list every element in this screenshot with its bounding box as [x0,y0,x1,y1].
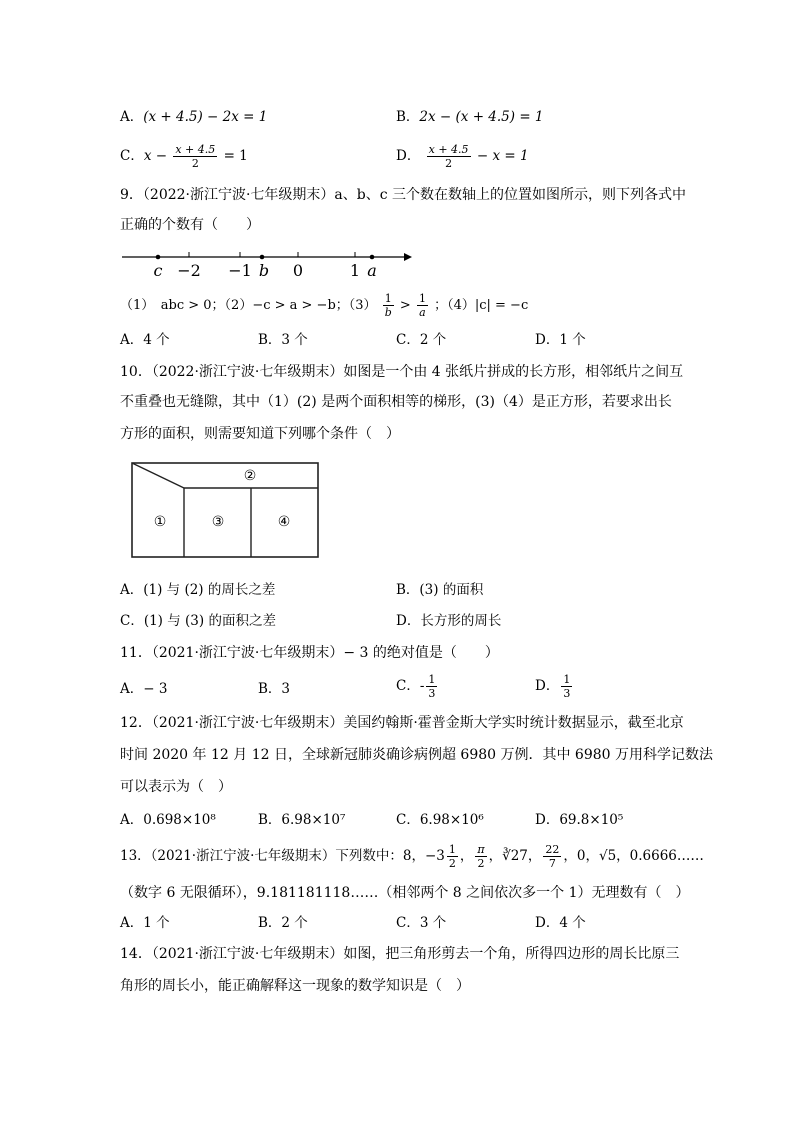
fraction [427,143,471,170]
trapezoid-divider [132,463,184,488]
point-c [156,255,161,260]
label-c: c [153,261,163,280]
q10-option-b[interactable]: B．(3) 的面积 [396,582,484,598]
q8-option-d[interactable] [396,143,529,170]
q12-stem-line3: 可以表示为（ ） [120,779,232,795]
q12-stem-line2: 时间 2020 年 12 月 12 日，全球新冠肺炎确诊病例超 6980 万例．其中 6980 万用科学记数法 [120,747,714,763]
equation-tail: = 1 [223,148,248,164]
fraction [426,673,437,700]
cube-root-term: ，∛27， [488,848,542,864]
rectangle-figure [130,461,322,559]
q10-stem-line2: 不重叠也无缝隙，其中（1）(2) 是两个面积相等的梯形，(3)（4）是正方形，若要求出长 [120,394,672,410]
denominator: 3 [428,687,436,700]
numerator: 1 [563,673,571,686]
q11-option-a[interactable]: A．− 3 [120,681,168,697]
label-minus-1: −1 [228,261,252,280]
fraction-1-over-a [417,292,428,319]
q12-stem-line1: 12．（2021·浙江宁波·七年级期末）美国约翰斯·霍普金斯大学实时统计数据显示，截至北京 [120,715,684,731]
equation-lead: x − [143,148,168,164]
piece-3-label: ③ [211,514,225,530]
q9-option-b[interactable]: B．3 个 [258,332,308,348]
numerator: 1 [418,292,426,305]
stem-end: ，0，√5，0.6666…… [563,848,704,864]
fraction-pi-over-2 [475,843,486,870]
fraction-22-over-7 [543,843,561,870]
equation: 2x − (x + 4.5) = 1 [419,109,544,125]
numerator: π [477,843,485,856]
separator: ， [459,848,474,864]
q13-option-b[interactable]: B．2 个 [258,915,308,931]
fraction [173,143,217,170]
q9-option-c[interactable]: C．2 个 [396,332,447,348]
option-letter: A． [120,109,144,125]
q8-option-c[interactable] [120,143,248,170]
q11-option-d[interactable] [535,673,574,700]
q9-stem-line2: 正确的个数有（ ） [120,217,260,233]
greater-than: > [399,298,411,313]
label-a: a [367,261,377,280]
denominator: a [419,306,426,319]
piece-1-label: ① [153,514,167,530]
numerator: 1 [428,673,436,686]
q10-stem-line3: 方形的面积，则需要知道下列哪个条件（ ） [120,426,400,442]
q9-stem-line1: 9．（2022·浙江宁波·七年级期末）a、b、c 三个数在数轴上的位置如图所示，则下列各式中 [120,187,687,203]
q8-option-b[interactable] [396,107,544,127]
numerator: 1 [383,292,394,306]
numerator: 22 [545,843,560,856]
q14-stem-line1: 14．（2021·浙江宁波·七年级期末）如图，把三角形剪去一个角，所得四边形的周长比原三 [120,946,680,962]
numerator: 1 [448,843,456,856]
piece-4-label: ④ [277,514,291,530]
q13-option-d[interactable]: D．4 个 [535,915,586,931]
q13-stem-line2: （数字 6 无限循环），9.181181118……（相邻两个 8 之间依次多一个 1）无理数有（ ） [120,885,690,901]
fraction [561,673,572,700]
denominator: 3 [563,687,571,700]
q10-stem-line1: 10．（2022·浙江宁波·七年级期末）如图是一个由 4 张纸片拼成的长方形，相邻纸片之间互 [120,364,684,380]
q12-option-a[interactable]: A．0.698×10⁸ [120,812,216,828]
arrow-head-icon [404,253,412,261]
equation: (x + 4.5) − 2x = 1 [143,109,268,125]
q11-option-c[interactable] [396,673,439,700]
fraction-1-over-b [383,292,394,319]
q10-option-d[interactable]: D．长方形的周长 [396,613,502,629]
denominator: 7 [548,857,556,870]
label-minus-2: −2 [177,261,201,280]
option-letter: D． [535,678,560,694]
q8-option-a[interactable] [120,107,267,127]
option-letter: B． [396,109,420,125]
denominator: 2 [448,857,456,870]
q11-option-b[interactable]: B．3 [258,681,291,697]
stem-start: 13．（2021·浙江宁波·七年级期末）下列数中：8，−3 [120,848,445,864]
denominator: 2 [477,857,485,870]
denominator: b [384,306,392,319]
q11-stem: 11．（2021·浙江宁波·七年级期末）− 3 的绝对值是（ ） [120,645,499,661]
label-b: b [258,261,270,280]
label-1: 1 [349,261,361,280]
option-letter: C． [120,148,144,164]
point-b [260,255,265,260]
q9-option-a[interactable]: A．4 个 [120,332,170,348]
q12-option-b[interactable]: B．6.98×10⁷ [258,812,346,828]
numerator: x + 4.5 [175,143,216,156]
q13-stem-line1 [120,843,704,870]
numerator: x + 4.5 [428,143,469,156]
q12-option-c[interactable]: C．6.98×10⁶ [396,812,484,828]
option-letter: D． [396,148,421,164]
q13-option-a[interactable]: A．1 个 [120,915,170,931]
q10-option-a[interactable]: A．(1) 与 (2) 的周长之差 [120,582,276,598]
q14-stem-line2: 角形的周长小，能正确解释这一现象的数学知识是（ ） [120,978,470,994]
option-letter: C．- [396,678,425,694]
statements-1-3: （1） abc > 0；（2）−c > a > −b；（3） [120,298,377,313]
equation-tail: − x = 1 [476,148,529,164]
q9-statements [120,292,528,319]
fraction-one-half [447,843,458,870]
q13-option-c[interactable]: C．3 个 [396,915,447,931]
denominator: 2 [191,157,199,170]
q9-option-d[interactable]: D．1 个 [535,332,586,348]
point-a [370,255,375,260]
statement-4: ；（4）|c| = −c [434,298,529,313]
denominator: 2 [445,157,453,170]
label-0: 0 [292,261,304,280]
q10-option-c[interactable]: C．(1) 与 (3) 的面积之差 [120,613,276,629]
q12-option-d[interactable]: D．69.8×10⁵ [535,812,624,828]
piece-2-label: ② [243,468,257,484]
number-line-figure [118,246,418,282]
